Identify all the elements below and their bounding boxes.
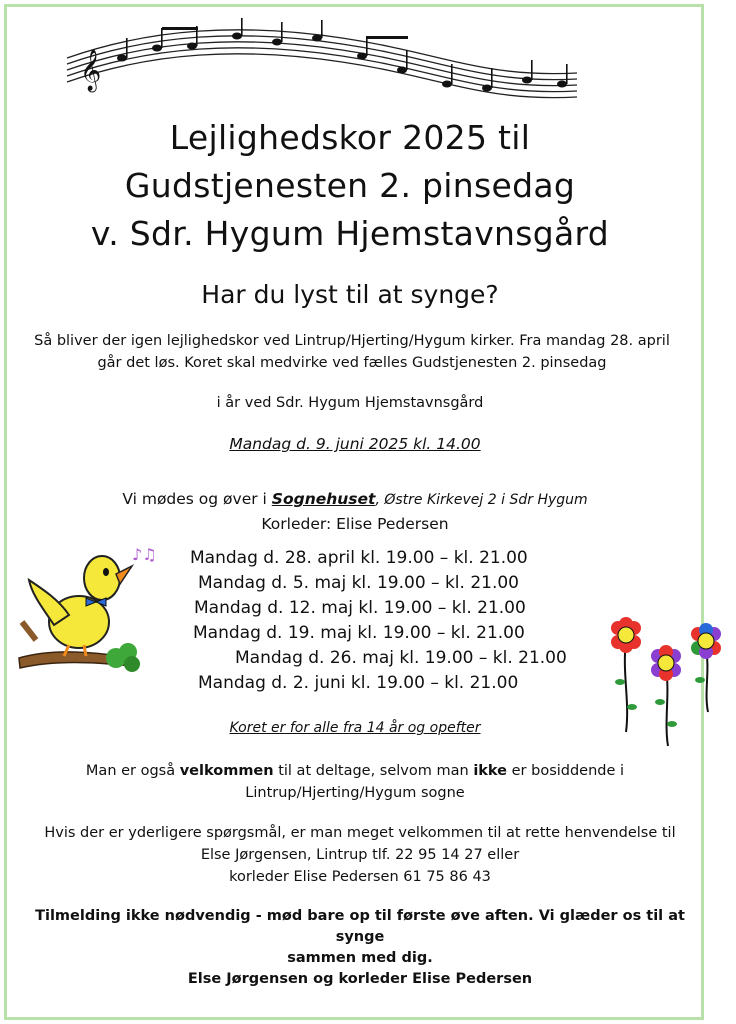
contact-line-2: Else Jørgensen, Lintrup tlf. 22 95 14 27 eller: [200, 847, 520, 863]
choir-note: [0, 720, 710, 736]
schedule-item: Mandag d. 12. maj kl. 19.00 – kl. 21.00: [194, 598, 526, 618]
meeting-info: [0, 487, 710, 536]
welcome-part-2: til at deltage, selvom man: [273, 763, 474, 779]
music-notes-icon: [62, 18, 582, 110]
title-line-1: Lejlighedskor 2025 til: [169, 118, 531, 157]
title-line-2: Gudstjenesten 2. pinsedag: [124, 166, 576, 205]
svg-text:♪♫: ♪♫: [132, 545, 157, 564]
welcome-bold-2: ikke: [473, 763, 508, 779]
contact-line-1: Hvis der er yderligere spørgsmål, er man meget velkommen til at rette henvendelse til: [44, 825, 676, 841]
svg-text:𝄞: 𝄞: [80, 50, 102, 91]
schedule-item: Mandag d. 5. maj kl. 19.00 – kl. 21.00: [198, 573, 519, 593]
schedule-item: Mandag d. 26. maj kl. 19.00 – kl. 21.00: [235, 648, 567, 668]
closing-text: [20, 906, 700, 990]
closing-line-1: Tilmelding ikke nødvendig - mød bare op til første øve aften. Vi glæder os til at synge: [35, 908, 685, 945]
subtitle: Har du lyst til at synge?: [201, 280, 499, 309]
contact-line-3: korleder Elise Pedersen 61 75 86 43: [229, 869, 491, 885]
choir-note-text: Koret er for alle fra 14 år og opefter: [229, 720, 481, 736]
welcome-part-3: er bosiddende i: [507, 763, 625, 779]
intro-line-2: i år ved Sdr. Hygum Hjemstavnsgård: [216, 395, 484, 411]
closing-line-3: Else Jørgensen og korleder Elise Pedersen: [187, 971, 533, 987]
meeting-place: Sognehuset: [271, 490, 376, 508]
choir-leader: Korleder: Elise Pedersen: [261, 515, 449, 533]
schedule-item: Mandag d. 19. maj kl. 19.00 – kl. 21.00: [193, 623, 525, 643]
singing-bird-icon: [14, 540, 174, 680]
welcome-bold-1: velkommen: [179, 763, 274, 779]
closing-line-2: sammen med dig.: [287, 950, 433, 966]
schedule-item: Mandag d. 28. april kl. 19.00 – kl. 21.00: [190, 548, 528, 568]
event-date: Mandag d. 9. juni 2025 kl. 14.00: [229, 435, 481, 453]
flower-red: [611, 617, 641, 653]
meeting-location: [0, 487, 710, 512]
welcome-line-2: Lintrup/Hjerting/Hygum sogne: [245, 785, 465, 801]
schedule-item: Mandag d. 2. juni kl. 19.00 – kl. 21.00: [198, 673, 519, 693]
meeting-prefix: Vi mødes og øver i: [122, 490, 272, 508]
contact-info: [20, 822, 700, 888]
welcome-text: [30, 760, 680, 804]
welcome-line-1: [30, 760, 680, 782]
intro-paragraph: Så bliver der igen lejlighedskor ved Lintrup/Hjerting/Hygum kirker. Fra mandag 28. april går det løs. Koret skal medvirke ved fælles Gudstjenesten 2. pinsedag: [34, 333, 670, 371]
meeting-address: , Østre Kirkevej 2 i Sdr Hygum: [375, 492, 588, 508]
title-line-3: v. Sdr. Hygum Hjemstavnsgård: [90, 214, 610, 253]
welcome-part-1: Man er også: [85, 763, 180, 779]
